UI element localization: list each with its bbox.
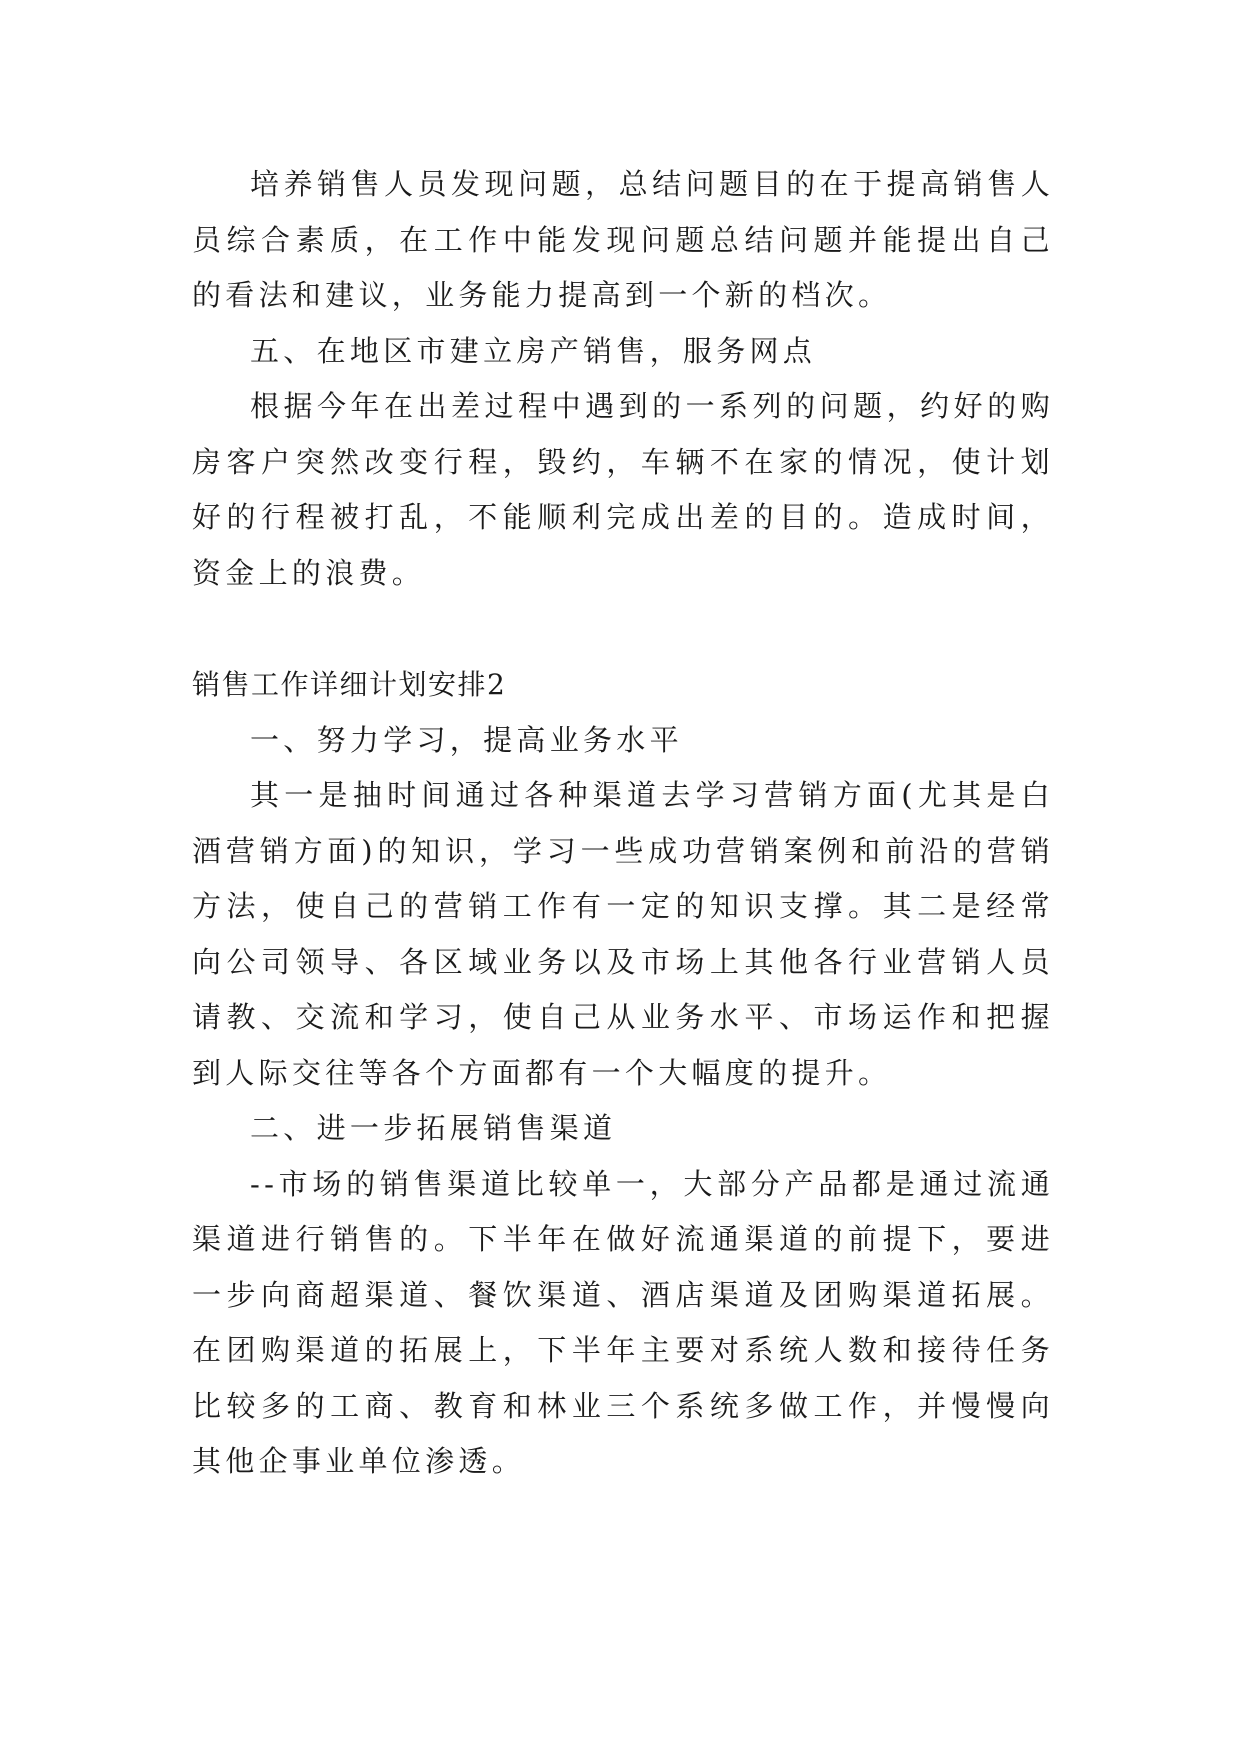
paragraph-channel-expansion: --市场的销售渠道比较单一，大部分产品都是通过流通渠道进行销售的。下半年在做好流通渠道的前提下，要进一步向商超渠道、餐饮渠道、酒店渠道及团购渠道拓展。在团购渠道的拓展上，下半年主要对系统人数和接待任务比较多的工商、教育和林业三个系统多做工作，并慢慢向其他企事业单位渗透。 xyxy=(192,1166,1054,1478)
section-heading-channels: 二、进一步拓展销售渠道 xyxy=(250,1111,617,1145)
paragraph-business-trip-issues: 根据今年在出差过程中遇到的一系列的问题，约好的购房客户突然改变行程，毁约，车辆不在家的情况，使计划好的行程被打乱，不能顺利完成出差的目的。造成时间，资金上的浪费。 xyxy=(192,389,1054,590)
section-heading-service-outlets: 五、在地区市建立房产销售，服务网点 xyxy=(250,333,817,368)
paragraph-study-plan: 其一是抽时间通过各种渠道去学习营销方面(尤其是白酒营销方面)的知识，学习一些成功营销案例和前沿的营销方法，使自己的营销工作有一定的知识支撑。其二是经常向公司领导、各区域业务以及市场上其他各行业营销人员请教、交流和学习，使自己从业务水平、市场运作和把握到人际交往等各个方面都有一个大幅度的提升。 xyxy=(192,778,1054,1090)
section-heading-study: 一、努力学习，提高业务水平 xyxy=(250,722,683,757)
section-spacer xyxy=(192,601,1054,657)
paragraph-training-summary: 培养销售人员发现问题，总结问题目的在于提高销售人员综合素质，在工作中能发现问题总结问题并能提出自己的看法和建议，业务能力提高到一个新的档次。 xyxy=(192,167,1054,312)
document-section-title: 销售工作详细计划安排2 xyxy=(192,668,507,701)
document-body xyxy=(192,157,1054,1490)
